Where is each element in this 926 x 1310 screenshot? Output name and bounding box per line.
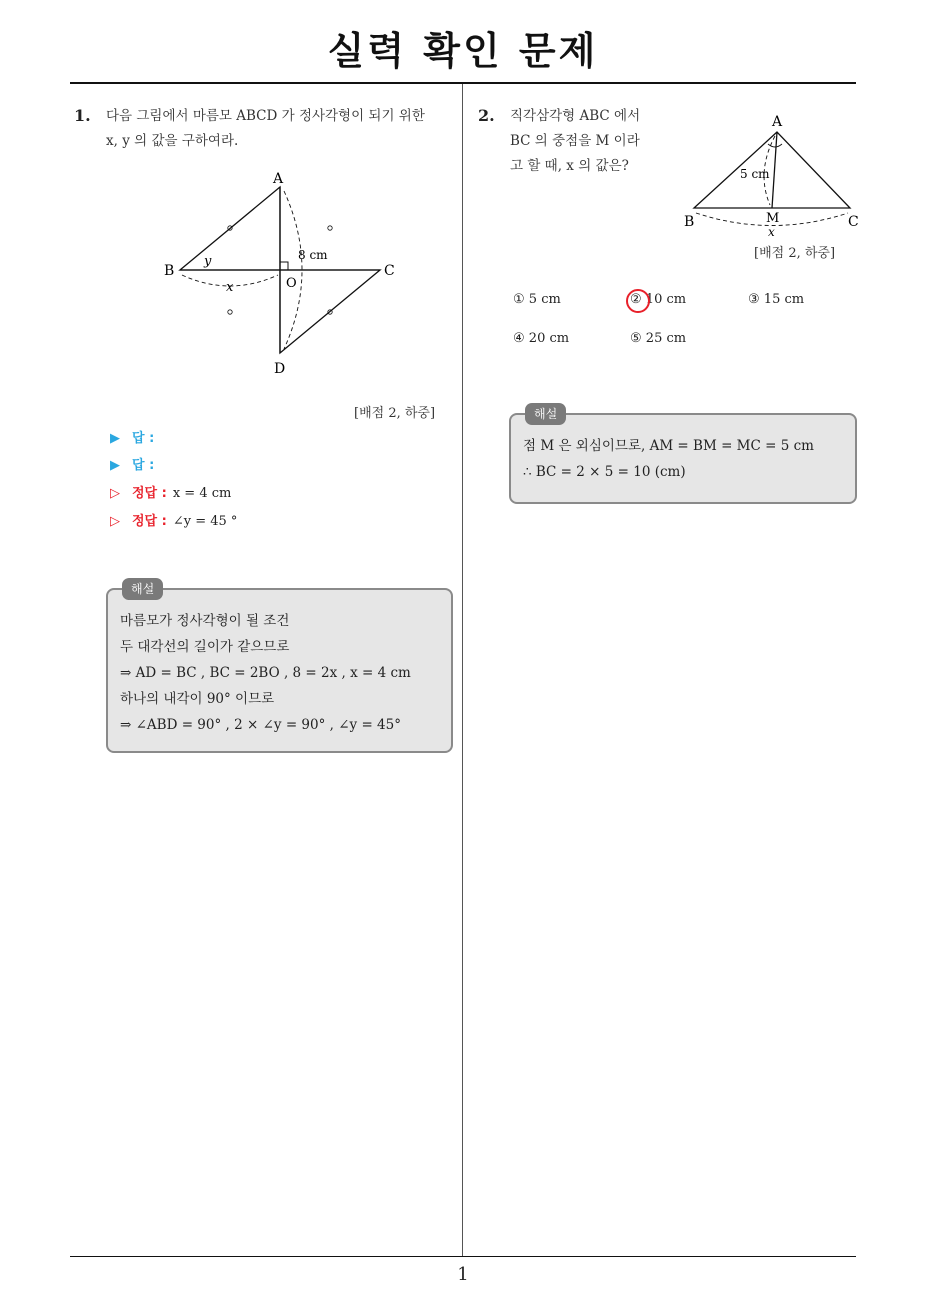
label-x: x (226, 280, 234, 295)
solution-line: 하나의 내각이 90° 이므로 (120, 691, 275, 707)
solution-line: 마름모가 정사각형이 될 조건 (120, 613, 290, 629)
solution-line: 점 M 은 외심이므로, AM = BM = MC = 5 cm (523, 438, 814, 454)
label-b: B (164, 263, 175, 279)
choice-text: 25 cm (645, 331, 687, 346)
label-8cm: 8 cm (298, 248, 328, 262)
outline-triangle-icon: ▷ (110, 486, 120, 501)
choice-4[interactable] (513, 331, 569, 346)
problem-1-text-line-1: 다음 그림에서 마름모 ABCD 가 정사각형이 되기 위한 (106, 108, 425, 124)
header-rule (70, 82, 856, 84)
label-b: B (684, 214, 695, 230)
choice-mark-glyph: ② (630, 292, 642, 307)
choice-1[interactable] (513, 292, 561, 307)
selected-circle-icon (626, 289, 650, 313)
label-5cm: 5 cm (740, 167, 770, 181)
problem-2-text (510, 104, 640, 179)
right-triangle-diagram (680, 110, 865, 240)
tick-ac (328, 226, 332, 230)
solution-line: ⇒ AD = BC , BC = 2BO , 8 = 2x , x = 4 cm (120, 665, 411, 681)
problem-1-text (106, 104, 425, 154)
choice-mark: ④ (513, 331, 525, 346)
problem-2-text-line-2: BC 의 중점을 M 이라 (510, 133, 640, 149)
right-angle-mark (280, 262, 288, 270)
choice-text: 10 cm (645, 292, 687, 307)
label-c: C (384, 263, 395, 279)
problem-1-text-line-2: x, y 의 값을 구하여라. (106, 133, 239, 149)
problem-1-solution-box (106, 582, 453, 753)
page-number: 1 (457, 1264, 469, 1285)
label-a: A (273, 171, 284, 187)
answer-row-2 (110, 455, 160, 477)
choice-3[interactable] (748, 292, 804, 307)
label-m: M (766, 211, 780, 226)
triangle-outline (694, 132, 850, 208)
problem-2-text-line-1: 직각삼각형 ABC 에서 (510, 108, 641, 124)
label-o: O (286, 276, 297, 291)
problem-2-solution-box (509, 407, 857, 504)
choice-text: 20 cm (528, 331, 570, 346)
problem-1-number: 1. (74, 106, 91, 125)
choice-mark: ⑤ (630, 331, 642, 346)
choice-mark (630, 292, 642, 307)
solution-tag: 해설 (525, 403, 566, 425)
problem-2-source: [배점 2, 하중] (754, 246, 836, 261)
choice-text: 15 cm (763, 292, 805, 307)
solution-tag: 해설 (122, 578, 163, 600)
page-title: 실력 확인 문제 (327, 29, 599, 73)
solution-line: 두 대각선의 길이가 같으므로 (120, 639, 290, 655)
label-x: x (768, 225, 775, 239)
choice-text: 5 cm (528, 292, 561, 307)
outline-triangle-icon: ▷ (110, 514, 120, 529)
choice-5[interactable] (630, 331, 686, 346)
correct-answer-row-2 (110, 511, 237, 533)
answer-label: 답 : (132, 458, 155, 473)
correct-answer-row-1 (110, 483, 231, 505)
answer-label: 답 : (132, 431, 155, 446)
correct-answer-value: x = 4 cm (172, 486, 232, 501)
correct-answer-label: 정답 : (132, 486, 167, 501)
footer-rule (70, 1256, 856, 1257)
choice-mark: ① (513, 292, 525, 307)
label-a: A (772, 114, 783, 130)
label-y: y (204, 254, 212, 269)
play-icon: ▶ (110, 458, 120, 473)
correct-answer-value: ∠y = 45 ° (172, 514, 238, 529)
problem-2-text-line-3: 고 할 때, x 의 값은? (510, 158, 629, 174)
solution-line: ∴ BC = 2 × 5 = 10 (cm) (523, 464, 686, 480)
label-d: D (274, 361, 286, 377)
problem-1-source: [배점 2, 하중] (354, 406, 436, 421)
choice-2-selected[interactable] (630, 292, 686, 307)
problem-2-number: 2. (478, 106, 495, 125)
median-am (772, 132, 777, 208)
choice-mark: ③ (748, 292, 760, 307)
solution-line: ⇒ ∠ABD = 90° , 2 × ∠y = 90° , ∠y = 45° (120, 717, 401, 733)
play-icon: ▶ (110, 431, 120, 446)
answer-row-1 (110, 428, 160, 450)
tick-bd (228, 310, 232, 314)
column-divider (462, 84, 463, 1256)
correct-answer-label: 정답 : (132, 514, 167, 529)
rhombus-diagram (160, 165, 410, 380)
label-c: C (848, 214, 859, 230)
